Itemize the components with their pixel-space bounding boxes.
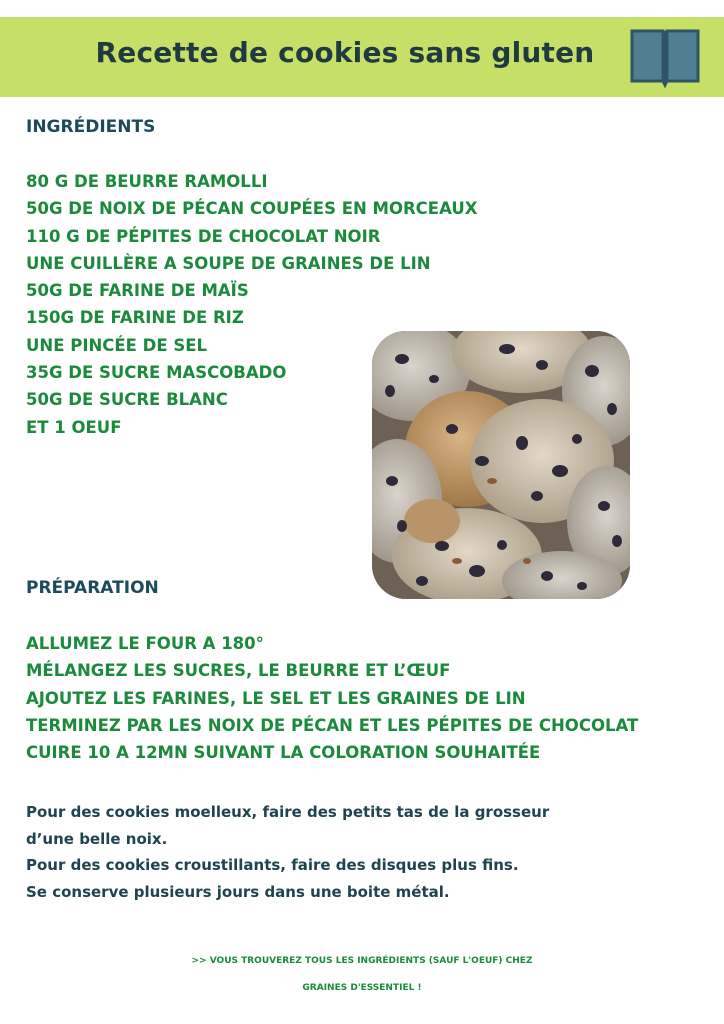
footer-line: GRAINES D'ESSENTIEL ! <box>302 983 422 993</box>
preparation-step: MÉLANGEZ LES SUCRES, LE BEURRE ET L’ŒUF <box>26 661 451 681</box>
ingredient-item: 35G DE SUCRE MASCOBADO <box>26 363 287 383</box>
open-book-icon <box>628 25 702 89</box>
ingredient-item: 50G DE NOIX DE PÉCAN COUPÉES EN MORCEAUX <box>26 199 478 219</box>
preparation-step: AJOUTEZ LES FARINES, LE SEL ET LES GRAINES DE LIN <box>26 688 526 708</box>
ingredient-item: UNE PINCÉE DE SEL <box>26 335 208 355</box>
note-line: Se conserve plusieurs jours dans une boite métal. <box>26 882 450 901</box>
footer-callout <box>0 948 724 1002</box>
preparation-step: ALLUMEZ LE FOUR A 180° <box>26 634 264 653</box>
ingredient-item: 110 G DE PÉPITES DE CHOCOLAT NOIR <box>26 226 381 246</box>
ingredient-item: UNE CUILLÈRE A SOUPE DE GRAINES DE LIN <box>26 253 431 273</box>
note-line: Pour des cookies moelleux, faire des petits tas de la grosseur <box>26 803 550 821</box>
ingredient-item: 50G DE FARINE DE MAÏS <box>26 281 249 301</box>
ingredients-heading: INGRÉDIENTS <box>26 117 156 137</box>
preparation-list <box>26 630 638 766</box>
preparation-heading: PRÉPARATION <box>26 578 159 598</box>
page-title: Recette de cookies sans gluten <box>95 36 595 69</box>
note-line: d’une belle noix. <box>26 829 168 848</box>
recipe-notes <box>26 799 549 905</box>
ingredient-item: 80 G DE BEURRE RAMOLLI <box>26 172 268 191</box>
cookies-photo <box>372 331 630 599</box>
footer-line: >> VOUS TROUVEREZ TOUS LES INGRÉDIENTS (SAUF L'OEUF) CHEZ <box>191 956 533 966</box>
header-banner <box>0 17 724 97</box>
ingredient-item: 50G DE SUCRE BLANC <box>26 390 228 410</box>
ingredient-item: ET 1 OEUF <box>26 417 122 437</box>
preparation-step: CUIRE 10 A 12MN SUIVANT LA COLORATION SOUHAITÉE <box>26 743 541 763</box>
ingredient-item: 150G DE FARINE DE RIZ <box>26 308 244 328</box>
note-line: Pour des cookies croustillants, faire des disques plus fins. <box>26 856 519 874</box>
preparation-step: TERMINEZ PAR LES NOIX DE PÉCAN ET LES PÉPITES DE CHOCOLAT <box>26 715 639 735</box>
cookies-photo-illustration <box>372 331 630 599</box>
